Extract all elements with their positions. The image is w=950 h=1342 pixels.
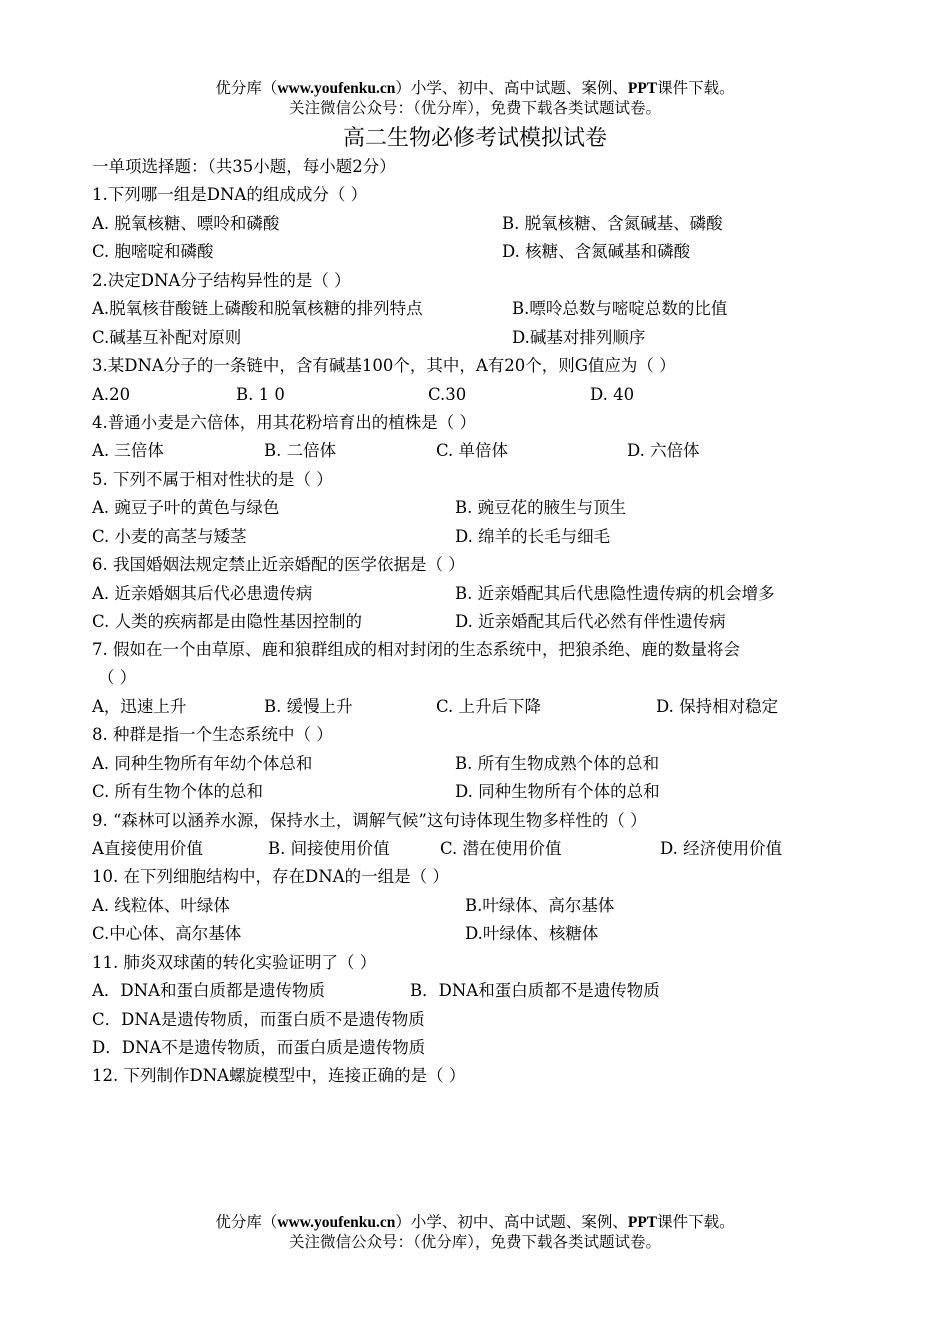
question-1-option-b: B. 脱氧核糖、含氮碱基、磷酸 xyxy=(502,214,723,233)
header-text: ）小学、初中、高中试题、案例、 xyxy=(395,79,628,97)
question-11-option-c: C．DNA是遗传物质，而蛋白质不是遗传物质 xyxy=(92,1010,425,1029)
question-3-option-a: A.20 xyxy=(92,385,131,404)
question-7-option-c: C. 上升后下降 xyxy=(436,697,542,716)
question-1-option-c: C. 胞嘧啶和磷酸 xyxy=(92,242,214,261)
question-8-option-c: C. 所有生物个体的总和 xyxy=(92,782,264,801)
question-4-stem: 4.普通小麦是六倍体，用其花粉培育出的植株是（ ） xyxy=(92,413,476,432)
question-11-option-d: D．DNA不是遗传物质，而蛋白质是遗传物质 xyxy=(92,1038,426,1057)
footer-text: ）小学、初中、高中试题、案例、 xyxy=(395,1213,628,1231)
question-2-stem: 2.决定DNA分子结构异性的是（ ） xyxy=(92,271,351,290)
question-3-stem: 3.某DNA分子的一条链中，含有碱基100个，其中，A有20个，则G值应为（ ） xyxy=(92,356,676,375)
question-6-stem: 6. 我国婚姻法规定禁止近亲婚配的医学依据是（ ） xyxy=(92,555,465,574)
question-4-option-a: A. 三倍体 xyxy=(92,441,164,460)
question-5-option-a: A. 豌豆子叶的黄色与绿色 xyxy=(92,498,280,517)
question-8-stem: 8. 种群是指一个生态系统中（ ） xyxy=(92,725,333,744)
question-3-option-d: D. 40 xyxy=(590,385,635,404)
footer-url: www.youfenku.cn xyxy=(277,1214,396,1231)
section-heading: 一单项选择题：（共35小题，每小题2分） xyxy=(92,157,396,176)
footer-ppt: PPT xyxy=(627,1214,658,1231)
question-2-option-c: C.碱基互补配对原则 xyxy=(92,328,242,347)
question-9-stem: 9. “森林可以涵养水源，保持水土，调解气候”这句诗体现生物多样性的（ ） xyxy=(92,811,647,830)
page-title: 高二生物必修考试模拟试卷 xyxy=(342,126,607,151)
question-7-stem: 7. 假如在一个由草原、鹿和狼群组成的相对封闭的生态系统中，把狼杀绝、鹿的数量将会 xyxy=(92,640,740,659)
footer-line-1 xyxy=(0,1212,950,1233)
header-line-2: 关注微信公众号：（优分库），免费下载各类试题试卷。 xyxy=(288,99,661,117)
question-1-option-d: D. 核糖、含氮碱基和磷酸 xyxy=(502,242,691,261)
question-10-option-d: D.叶绿体、核糖体 xyxy=(465,924,599,943)
question-12-stem: 12. 下列制作DNA螺旋模型中，连接正确的是（ ） xyxy=(92,1066,466,1085)
question-4-option-c: C. 单倍体 xyxy=(436,441,509,460)
question-4-option-d: D. 六倍体 xyxy=(627,441,700,460)
question-8-option-b: B. 所有生物成熟个体的总和 xyxy=(455,754,660,773)
question-3-option-b: B. 1 0 xyxy=(236,385,285,404)
question-6-option-d: D. 近亲婚配其后代必然有伴性遗传病 xyxy=(455,612,726,631)
header-text: 优分库（ xyxy=(215,79,278,97)
question-6-option-b: B. 近亲婚配其后代患隐性遗传病的机会增多 xyxy=(455,584,775,603)
question-7-option-d: D. 保持相对稳定 xyxy=(656,697,779,716)
question-1-option-a: A. 脱氧核糖、嘌呤和磷酸 xyxy=(92,214,280,233)
header-ppt: PPT xyxy=(627,80,658,97)
question-5-option-c: C. 小麦的高茎与矮茎 xyxy=(92,527,247,546)
footer-text: 课件下载。 xyxy=(657,1213,735,1231)
question-10-option-a: A. 线粒体、叶绿体 xyxy=(92,896,230,915)
footer-text: 优分库（ xyxy=(215,1213,278,1231)
question-10-option-b: B.叶绿体、高尔基体 xyxy=(465,896,615,915)
question-5-option-b: B. 豌豆花的腋生与顶生 xyxy=(455,498,627,517)
footer-line-2: 关注微信公众号：（优分库），免费下载各类试题试卷。 xyxy=(288,1233,661,1251)
question-4-option-b: B. 二倍体 xyxy=(264,441,337,460)
question-7-option-b: B. 缓慢上升 xyxy=(264,697,353,716)
question-8-option-d: D. 同种生物所有个体的总和 xyxy=(455,782,660,801)
question-6-option-c: C. 人类的疾病都是由隐性基因控制的 xyxy=(92,612,363,631)
question-11-stem: 11. 肺炎双球菌的转化实验证明了（ ） xyxy=(92,953,377,972)
question-9-option-d: D. 经济使用价值 xyxy=(660,839,783,858)
header-url: www.youfenku.cn xyxy=(277,80,396,97)
question-2-option-a: A.脱氧核苷酸链上磷酸和脱氧核糖的排列特点 xyxy=(92,299,423,318)
question-10-option-c: C.中心体、高尔基体 xyxy=(92,924,242,943)
question-3-option-c: C.30 xyxy=(428,385,467,404)
question-11-option-a: A．DNA和蛋白质都是遗传物质 xyxy=(92,981,325,1000)
question-11-option-b: B．DNA和蛋白质都不是遗传物质 xyxy=(410,981,660,1000)
question-9-option-c: C. 潜在使用价值 xyxy=(440,839,562,858)
question-8-option-a: A. 同种生物所有年幼个体总和 xyxy=(92,754,313,773)
question-6-option-a: A. 近亲婚姻其后代必患遗传病 xyxy=(92,584,313,603)
header-line-1 xyxy=(0,78,950,99)
question-7-option-a: A，迅速上升 xyxy=(92,697,187,716)
question-2-option-b: B.嘌呤总数与嘧啶总数的比值 xyxy=(512,299,728,318)
header-text: 课件下载。 xyxy=(657,79,735,97)
question-2-option-d: D.碱基对排列顺序 xyxy=(512,328,646,347)
question-1-stem: 1.下列哪一组是DNA的组成成分（ ） xyxy=(92,185,368,204)
question-5-option-d: D. 绵羊的长毛与细毛 xyxy=(455,527,611,546)
question-9-option-a: A直接使用价值 xyxy=(92,839,203,858)
question-10-stem: 10. 在下列细胞结构中，存在DNA的一组是（ ） xyxy=(92,867,449,886)
question-5-stem: 5. 下列不属于相对性状的是（ ） xyxy=(92,470,333,489)
question-7-stem-continued: （ ） xyxy=(98,668,137,687)
question-9-option-b: B. 间接使用价值 xyxy=(268,839,390,858)
